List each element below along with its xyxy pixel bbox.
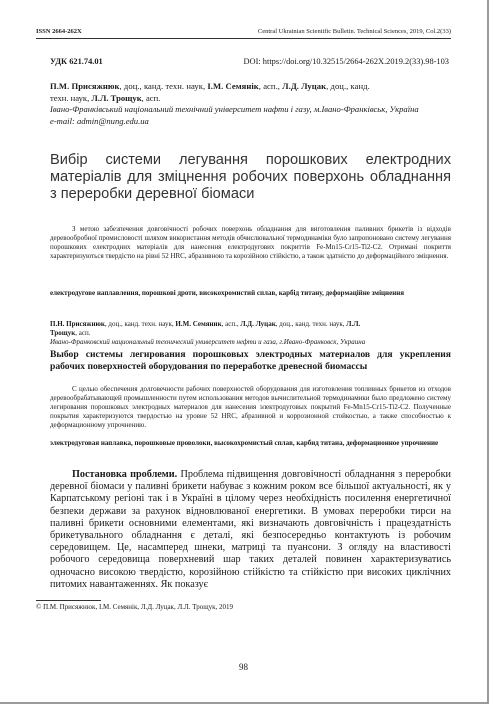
author-rank: техн. наук, [50, 92, 92, 103]
doi-link[interactable]: DOI: https://doi.org/10.32515/2664-262X.2019.2(33).98-103 [243, 57, 449, 66]
keywords-ru: электродуговая наплавка, порошковые проволоки, высокохромистый сплав, карбид титана, деформационное упрочнение [50, 439, 439, 447]
body-text: Проблема підвищення довговічності обладнання з переробки деревної біомаси у паливні брикети набуває з кожним роком все більшої актуальності, як у Карпатському регіоні так і в Україні в цілому через необхідність посилення енергетичної безпеки держави за рахунок відновлюваної енергетики. В умовах переробки тирси на паливні брикети основними елементами, які визначають довговічність і працездатність брикетувального обладнання є деталі, які безпосередньо контактують із робочим середовищем. Це, насамперед шнеки, матриці та пуансони. З огляду на властивості робочого середовища поверхневий шар таких деталей повинен характеризуватись одночасно високою твердістю, корозійною стійкістю та стійкістю при високих циклічних питомих навантаженнях. Як показує [50, 469, 451, 590]
abstract-ru: С целью обеспечения долговечности рабочих поверхностей оборудования для изготовления топливных брикетов из отходов деревообрабатывающей промышленности путем использования методов вычислительной термодинамики было предложено систему легирования порошковых электродных материалов для нанесения электродуговых покрытий Fe-Mn15-Cr15-Ti2-C2. Полученные покрытия характеризуются твердостью на уровне 52 HRC, абразивной и коррозионной стойкостью, а также способностью к деформационному упрочнению. [50, 385, 451, 429]
author-name: Л.Д. Луцак [282, 81, 327, 91]
header-rule [36, 38, 451, 39]
author-name: Трощук [50, 329, 76, 337]
author-email[interactable]: e-mail: admin@nung.edu.ua [50, 115, 149, 126]
authors-ru [50, 320, 451, 347]
author-name: І.М. Семянік [207, 81, 259, 91]
keywords-ua: електродугове наплавлення, порошкові дроти, високохромистий сплав, карбід титану, деформаційне зміцнення [50, 289, 405, 297]
udc-code: УДК 621.74.01 [50, 57, 103, 66]
author-name: П.Н. Присяжнюк [50, 320, 105, 328]
author-rank: , доц., канд. [326, 81, 370, 91]
issn: ISSN 2664-262X [36, 28, 82, 35]
author-name: Л.Д. Луцак [240, 320, 276, 328]
article-title-ru: Выбор системы легирования порошковых электродных материалов для укрепления рабочих поверхностей оборудования по переработке древесной биомассы [50, 349, 451, 372]
author-rank: , асп. [141, 92, 161, 103]
author-name: Л.Л. Трощук [91, 92, 142, 103]
page-number: 98 [239, 662, 248, 672]
affiliation-ru: Ивано-Франковский национальный технический университет нефти и газа, г.Ивано-Франковск, Украина [50, 338, 366, 346]
author-name: Л.Л. [346, 320, 361, 328]
abstract-ua: З метою забезпечення довговічності робочих поверхонь обладнання для виготовлення паливних брикетів із відходів деревообробної промисловості шляхом використання методів обчислювальної термодинаміки було запропоновано систему легування порошкових електродних матеріалів для нанесення електродугових покриттів Fe-Mn15-Cr15-Ti2-C2. Отримані покриття характеризуються твердістю на рівні 52 HRC, абразивною та корозійною стійкістю, а також здатністю до деформаційного зміцнення. [50, 225, 451, 260]
author-name: П.М. Присяжнюк [50, 81, 120, 91]
section-heading: Постановка проблеми. [72, 469, 178, 480]
authors-ua [50, 81, 451, 127]
affiliation-ua: Івано-Франківський національний технічний університет нафти і газу, м.Івано-Франківськ, Україна [50, 104, 419, 114]
author-rank: , асп. [75, 329, 91, 337]
author-name: И.М. Семяник [175, 320, 222, 328]
journal-name: Central Ukrainian Scientific Bulletin. Technical Sciences, 2019, Col.2(33) [257, 28, 451, 35]
article-title-ua: Вибір системи легування порошкових електродних матеріалів для зміцнення робочих поверхонь обладнання з переробки деревної біомаси [50, 152, 451, 202]
author-rank: , доц., канд. техн. наук, [104, 320, 176, 328]
author-rank: , доц., канд. техн. наук, [119, 81, 208, 91]
author-rank: , доц., канд. техн. наук, [275, 320, 347, 328]
author-rank: , асп., [258, 81, 283, 91]
author-rank: , асп., [221, 320, 241, 328]
footnote-rule [36, 600, 101, 601]
body-paragraph [50, 469, 451, 591]
running-header [36, 28, 451, 35]
copyright-note: © П.М. Присяжнюк, І.М. Семянік, Л.Д. Луцак, Л.Л. Трощук, 2019 [36, 603, 233, 611]
